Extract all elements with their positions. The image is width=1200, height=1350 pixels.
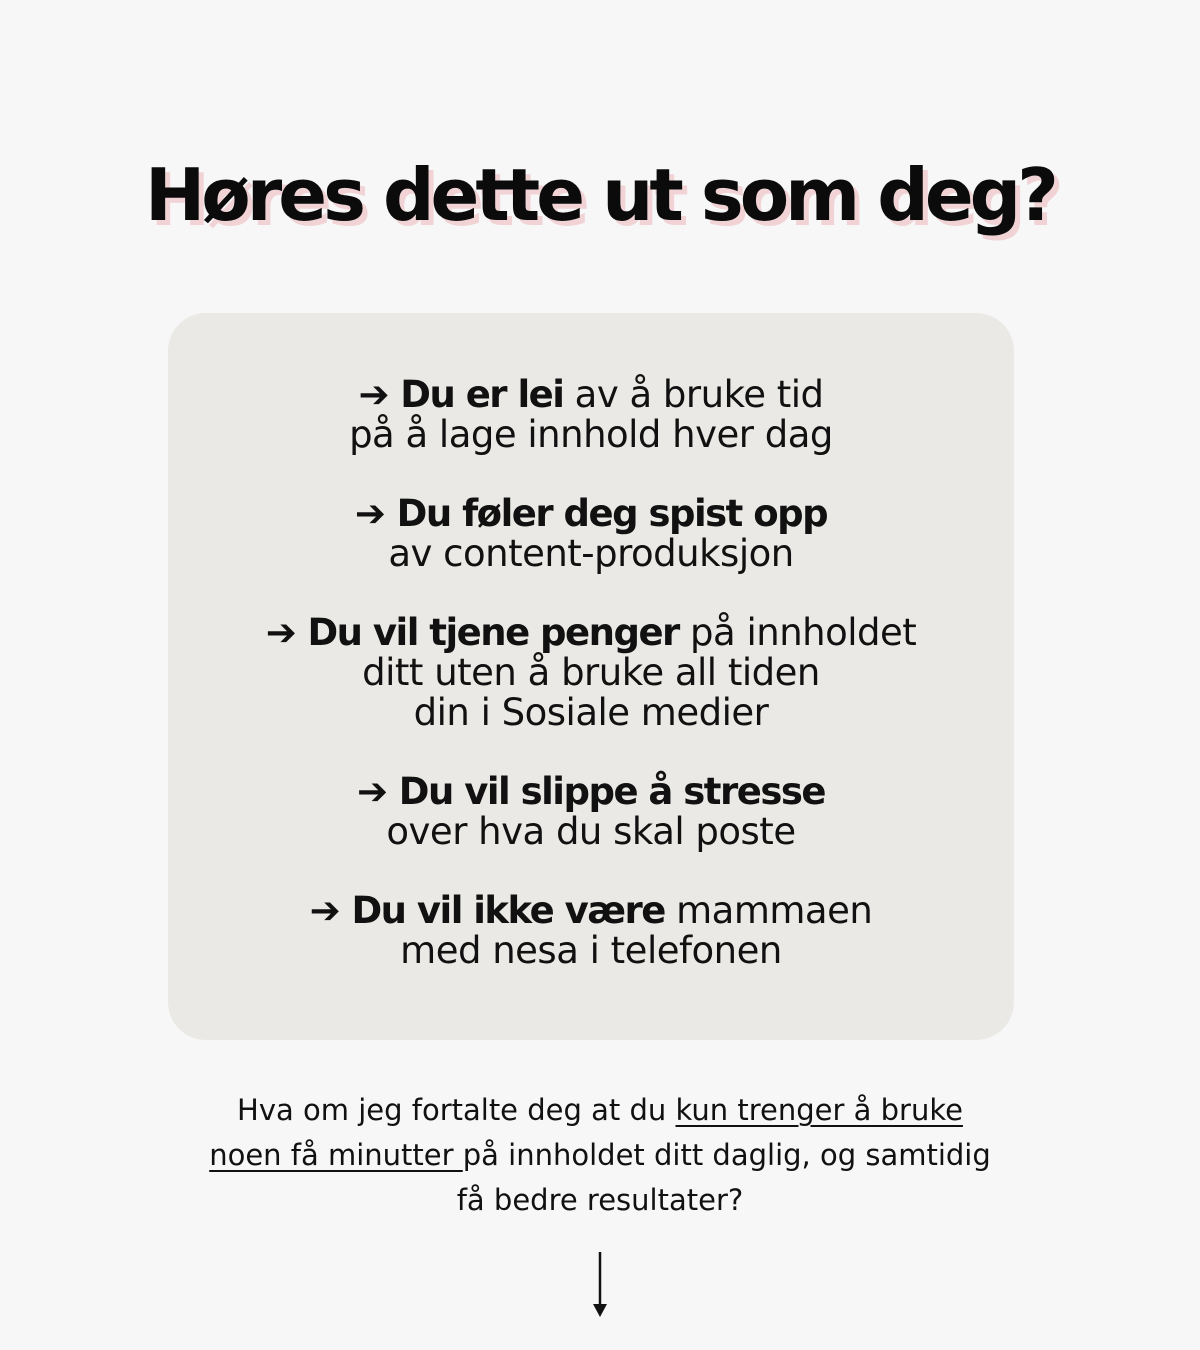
pain-point-2-line-2: av content-produksjon [388,532,794,575]
pain-point-4-first-line [168,772,1014,812]
pain-point-2 [168,494,1014,574]
cta-part-1: Hva om jeg fortalte deg at du [237,1093,676,1127]
pain-point-4-line-2: over hva du skal poste [386,810,796,853]
pain-point-3-rest: på innholdet [678,611,917,654]
pain-point-5-bold: Du vil ikke være [351,889,665,932]
pain-point-1-bold: Du er lei [400,373,564,416]
pain-point-3-first-line [168,613,1014,653]
pain-point-1 [168,375,1014,455]
cta-underline-1: kun trenger å bruke [675,1093,963,1127]
pain-point-2-first-line [168,494,1014,534]
pain-points-card [168,313,1014,1040]
arrow-right-icon: ➔ [309,889,341,932]
pain-point-2-bold: Du føler deg spist opp [396,492,828,535]
pain-point-4 [168,772,1014,852]
pain-point-3 [168,613,1014,733]
cta-part-3: få bedre resultater? [456,1183,744,1217]
arrow-right-icon: ➔ [358,373,390,416]
cta-text [140,1088,1060,1223]
pain-point-1-rest: av å bruke tid [563,373,824,416]
pain-point-3-bold: Du vil tjene penger [307,611,679,654]
pain-point-5-line-2: med nesa i telefonen [400,929,782,972]
cta-part-2: på innholdet ditt daglig, og samtidig [462,1138,991,1172]
arrow-right-icon: ➔ [265,611,297,654]
pain-point-3-line-3: din i Sosiale medier [413,691,769,734]
pain-point-5-rest: mammaen [664,889,873,932]
pain-point-3-line-2: ditt uten å bruke all tiden [362,651,820,694]
page-title: Høres dette ut som deg? [145,153,1055,237]
pain-point-1-first-line [168,375,1014,415]
arrow-right-icon: ➔ [357,770,388,813]
cta-underline-2: noen få minutter [209,1138,463,1172]
arrow-right-icon: ➔ [354,492,386,535]
pain-point-4-bold: Du vil slippe å stresse [398,770,825,813]
pain-point-1-line-2: på å lage innhold hver dag [349,413,833,456]
pain-point-5 [168,891,1014,971]
arrow-down-icon [585,1250,615,1320]
pain-point-5-first-line [168,891,1014,931]
